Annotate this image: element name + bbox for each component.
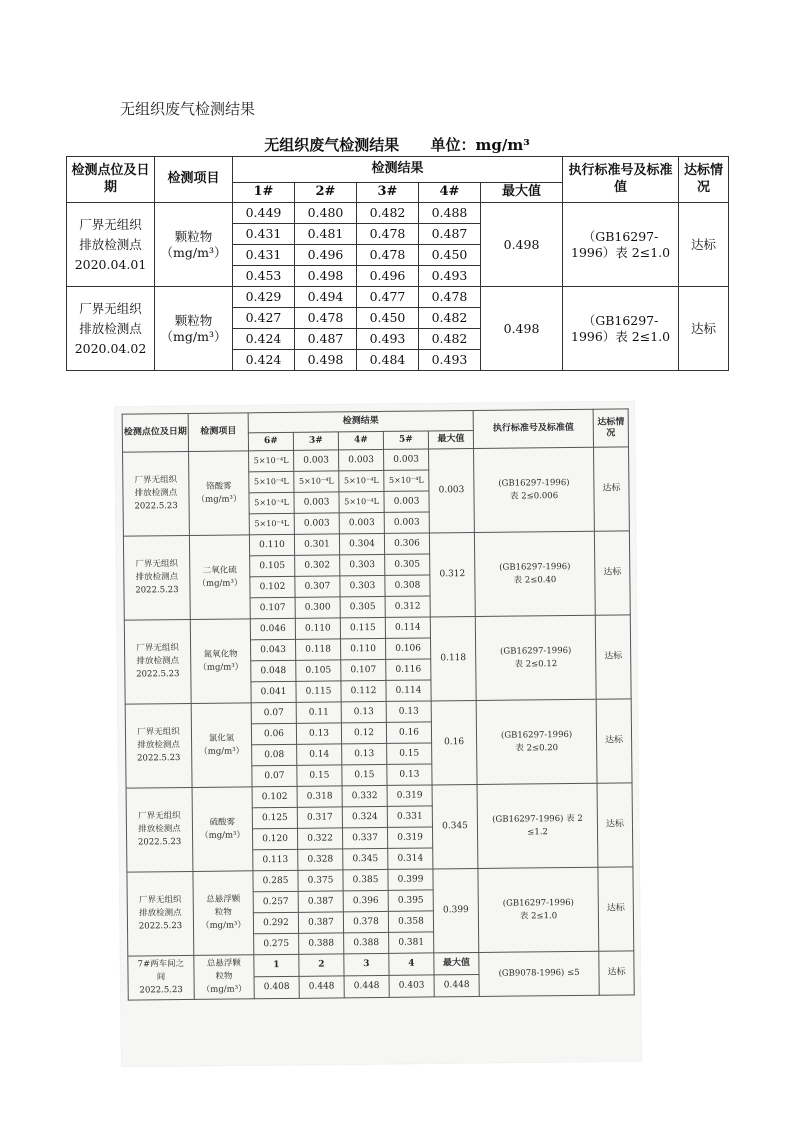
value-cell: 0.15 [387, 743, 432, 764]
value-cell: 0.478 [419, 287, 481, 308]
location-cell [123, 451, 190, 536]
location-line: 2022.5.23 [138, 920, 183, 932]
value-cell: 0.358 [388, 911, 433, 932]
header-point: 2# [295, 183, 357, 203]
value-cell: 0.120 [252, 828, 297, 849]
standard-cell [477, 783, 598, 868]
location-cell [67, 287, 155, 371]
item-line: （mg/m³） [199, 745, 245, 757]
max-cell: 0.498 [481, 287, 563, 371]
location-line: 2020.04.01 [74, 256, 147, 272]
value-cell: 0.08 [252, 744, 297, 765]
table-row [67, 203, 729, 224]
value-cell: 0.13 [296, 723, 341, 744]
table-row [125, 699, 631, 725]
location-line: 2022.5.23 [134, 500, 178, 512]
header-max: 最大值 [428, 430, 473, 448]
results-table-2020 [66, 156, 729, 371]
value-cell: 0.102 [252, 786, 297, 807]
standard-line: （GB16297- [582, 228, 659, 244]
value-cell: 0.118 [296, 639, 341, 660]
table-row [126, 783, 632, 809]
header-location: 检测点位及日期 [122, 413, 188, 452]
value-cell: 0.125 [252, 807, 297, 828]
table-caption-title: 无组织废气检测结果 [264, 136, 400, 154]
value-cell: 0.450 [419, 245, 481, 266]
header-results: 检测结果 [248, 410, 473, 432]
header-location: 检测点位及日期 [67, 157, 155, 203]
location-line: 2022.5.23 [136, 668, 180, 680]
location-line: 2022.5.23 [139, 984, 183, 996]
location-line: 厂界无组织 [136, 643, 179, 654]
standard-line: 表 2≤0.12 [514, 658, 558, 670]
location-line: 排放检测点 [79, 236, 142, 252]
location-line: 间 [156, 972, 166, 983]
value-cell: 5×10⁻⁴L [249, 513, 294, 534]
standard-line: (GB16297-1996) [502, 897, 575, 909]
value-cell: 0.385 [343, 869, 388, 890]
value-cell: 0.003 [339, 449, 384, 470]
status-cell: 达标 [595, 615, 631, 699]
value-cell: 0.046 [250, 618, 295, 639]
value-cell: 0.481 [295, 224, 357, 245]
item-line: 铬酸雾 [206, 481, 232, 492]
value-cell: 0.478 [357, 245, 419, 266]
value-cell: 0.498 [295, 350, 357, 371]
value-cell: 0.003 [294, 513, 339, 534]
location-line: 排放检测点 [136, 656, 180, 667]
value-cell: 5×10⁻⁴L [249, 471, 294, 492]
header-status: 达标情况 [593, 409, 628, 447]
table-row [124, 615, 630, 641]
header-point: 3# [357, 183, 419, 203]
header-max: 最大值 [481, 183, 563, 203]
value-cell: 0.105 [250, 555, 295, 576]
value-cell: 0.16 [386, 722, 431, 743]
value-cell: 0.478 [295, 308, 357, 329]
value-cell: 0.07 [251, 702, 296, 723]
item-cell [193, 871, 254, 956]
value-cell: 0.381 [389, 932, 434, 953]
max-cell: 0.448 [434, 974, 479, 996]
value-cell: 0.13 [342, 743, 387, 764]
standard-line: (GB16297-1996) [498, 477, 570, 489]
value-cell: 0.484 [357, 350, 419, 371]
value-cell: 0.11 [296, 702, 341, 723]
value-cell: 0.308 [385, 575, 430, 596]
value-cell: 0.13 [386, 701, 431, 722]
location-cell [125, 703, 192, 788]
value-cell: 0.345 [343, 848, 388, 869]
value-cell: 0.304 [339, 533, 384, 554]
value-cell: 5×10⁻⁴L [339, 470, 384, 491]
value-cell: 0.114 [386, 680, 431, 701]
table-row [123, 447, 629, 473]
header-point: 2 [299, 954, 344, 976]
header-point: 4# [419, 183, 481, 203]
value-cell: 0.331 [387, 806, 432, 827]
location-line: 排放检测点 [137, 740, 180, 751]
value-cell: 5×10⁻⁴L [249, 492, 294, 513]
value-cell: 0.003 [294, 450, 339, 471]
max-cell: 0.399 [433, 868, 479, 952]
item-line: 硫酸雾 [209, 817, 236, 828]
status-cell: 达标 [597, 783, 633, 867]
value-cell: 0.114 [385, 617, 430, 638]
location-line: 2022.5.23 [137, 836, 182, 848]
value-cell: 0.12 [341, 722, 386, 743]
value-cell: 0.003 [384, 449, 429, 470]
standard-cell [563, 203, 679, 287]
value-cell: 5×10⁻⁴L [294, 471, 339, 492]
value-cell: 0.399 [388, 869, 433, 890]
value-cell: 0.387 [298, 912, 343, 933]
table-row [123, 531, 629, 557]
standard-cell [478, 867, 599, 952]
value-cell: 0.431 [233, 224, 295, 245]
max-cell: 0.118 [430, 616, 476, 700]
value-cell: 0.15 [297, 765, 342, 786]
value-cell: 0.493 [419, 350, 481, 371]
value-cell: 0.453 [233, 266, 295, 287]
location-cell [67, 203, 155, 287]
value-cell: 0.110 [341, 638, 386, 659]
item-line: （mg/m³） [201, 920, 246, 931]
item-cell [192, 787, 253, 872]
value-cell: 5×10⁻⁴L [384, 470, 429, 491]
location-cell [128, 955, 194, 1000]
item-line: （mg/m³） [160, 244, 227, 260]
value-cell: 0.378 [343, 911, 388, 932]
table-caption [66, 134, 728, 155]
standard-line: 表 2≤0.006 [509, 490, 559, 502]
value-cell: 0.106 [385, 638, 430, 659]
location-line: 2022.5.23 [135, 584, 179, 596]
location-line: 排放检测点 [135, 572, 179, 583]
item-line: （mg/m³） [160, 328, 227, 344]
value-cell: 0.496 [295, 245, 357, 266]
value-cell: 0.395 [388, 890, 433, 911]
value-cell: 0.448 [299, 976, 344, 998]
header-standard: 执行标准号及标准值 [563, 157, 679, 203]
value-cell: 0.306 [384, 533, 429, 554]
standard-line: (GB16297-1996) 表 2 [492, 813, 583, 825]
value-cell: 0.112 [341, 680, 386, 701]
value-cell: 0.388 [344, 932, 389, 953]
value-cell: 0.003 [339, 512, 384, 533]
location-line: 厂界无组织 [138, 811, 181, 822]
location-cell [127, 871, 194, 956]
value-cell: 0.498 [295, 266, 357, 287]
value-cell: 0.487 [295, 329, 357, 350]
value-cell: 0.110 [295, 618, 340, 639]
value-cell: 0.322 [297, 828, 342, 849]
header-results: 检测结果 [233, 157, 563, 183]
status-cell: 达标 [679, 203, 729, 287]
value-cell: 0.314 [388, 848, 433, 869]
value-cell: 0.102 [250, 576, 295, 597]
value-cell: 0.105 [296, 660, 341, 681]
item-line: 二氧化硫 [202, 565, 237, 576]
table-body [123, 447, 635, 1000]
value-cell: 0.13 [387, 764, 432, 785]
value-cell: 0.303 [340, 554, 385, 575]
value-cell: 0.450 [357, 308, 419, 329]
value-cell: 0.388 [299, 933, 344, 954]
header-point: 6# [248, 432, 293, 450]
max-cell: 0.16 [431, 700, 477, 784]
value-cell: 0.107 [341, 659, 386, 680]
value-cell: 0.257 [253, 891, 298, 912]
value-cell: 0.107 [250, 597, 295, 618]
status-cell: 达标 [594, 447, 630, 531]
status-cell: 达标 [598, 867, 634, 951]
table-body [67, 203, 729, 371]
value-cell: 0.003 [384, 491, 429, 512]
value-cell: 0.482 [357, 203, 419, 224]
location-cell [126, 787, 193, 872]
standard-line: 表 2≤0.20 [515, 742, 559, 754]
value-cell: 0.305 [340, 596, 385, 617]
item-line: 氯化氢 [208, 733, 235, 744]
standard-cell [476, 699, 597, 784]
location-line: 排放检测点 [138, 824, 181, 835]
item-line: 总悬浮颗 [206, 958, 241, 970]
location-line: 7#两车间之 [137, 959, 185, 970]
value-cell: 0.115 [340, 617, 385, 638]
header-status: 达标情况 [679, 157, 729, 203]
value-cell: 0.403 [389, 975, 434, 997]
header-point: 4 [389, 953, 434, 975]
location-line: 厂界无组织 [138, 895, 182, 906]
location-line: 排放检测点 [134, 488, 178, 499]
item-cell [155, 203, 233, 287]
header-point: 3# [293, 432, 338, 450]
table-caption-unit: 单位：mg/m³ [430, 136, 530, 154]
value-cell: 0.317 [297, 807, 342, 828]
value-cell: 0.478 [357, 224, 419, 245]
value-cell: 0.07 [252, 765, 297, 786]
header-item: 检测项目 [155, 157, 233, 203]
location-line: 排放检测点 [139, 908, 182, 919]
max-cell: 0.345 [432, 784, 478, 868]
value-cell: 0.003 [384, 512, 429, 533]
value-cell: 0.110 [249, 534, 294, 555]
value-cell: 0.332 [342, 785, 387, 806]
item-cell [155, 287, 233, 371]
value-cell: 0.292 [253, 912, 298, 933]
item-line: 粒物 [214, 907, 232, 918]
value-cell: 0.302 [295, 555, 340, 576]
value-cell: 0.307 [295, 576, 340, 597]
value-cell: 0.318 [297, 786, 342, 807]
value-cell: 0.427 [233, 308, 295, 329]
value-cell: 0.048 [251, 660, 296, 681]
value-cell: 0.480 [295, 203, 357, 224]
value-cell: 0.043 [251, 639, 296, 660]
value-cell: 0.424 [233, 329, 295, 350]
value-cell: 0.303 [340, 575, 385, 596]
header-point: 4# [338, 431, 383, 449]
item-line: （mg/m³） [196, 493, 242, 505]
value-cell: 0.449 [233, 203, 295, 224]
value-cell: 0.496 [357, 266, 419, 287]
standard-line: 1996）表 2≤1.0 [571, 244, 671, 260]
standard-line: (GB16297-1996) [500, 729, 573, 741]
value-cell: 0.003 [294, 492, 339, 513]
value-cell: 0.13 [341, 701, 386, 722]
value-cell: 0.431 [233, 245, 295, 266]
value-cell: 0.482 [419, 308, 481, 329]
standard-line: （GB16297- [582, 312, 659, 328]
value-cell: 0.15 [342, 764, 387, 785]
value-cell: 0.493 [419, 266, 481, 287]
value-cell: 0.487 [419, 224, 481, 245]
standard-line: 表 2≤1.0 [519, 910, 558, 922]
standard-line: ≤1.2 [527, 826, 548, 837]
item-cell [189, 451, 250, 536]
value-cell: 0.337 [342, 827, 387, 848]
item-line: （mg/m³） [201, 984, 247, 995]
standard-cell [475, 615, 596, 700]
location-line: 厂界无组织 [135, 559, 179, 570]
status-cell: 达标 [594, 531, 630, 615]
location-line: 排放检测点 [79, 320, 142, 336]
value-cell: 0.328 [298, 849, 343, 870]
item-line: 粒物 [215, 971, 233, 982]
location-line: 厂界无组织 [79, 216, 142, 232]
value-cell: 0.324 [342, 806, 387, 827]
status-cell: 达标 [679, 287, 729, 371]
value-cell: 0.396 [343, 890, 388, 911]
header-max: 最大值 [434, 952, 479, 974]
standard-line: 表 2≤0.40 [513, 574, 557, 586]
value-cell: 0.301 [294, 534, 339, 555]
table-row [127, 867, 633, 893]
value-cell: 0.312 [385, 596, 430, 617]
value-cell: 0.116 [386, 659, 431, 680]
section-heading: 无组织废气检测结果 [120, 100, 256, 118]
location-line: 2020.04.02 [74, 340, 147, 356]
value-cell: 0.494 [295, 287, 357, 308]
location-line: 2022.5.23 [137, 752, 181, 764]
location-line: 厂界无组织 [137, 727, 180, 738]
item-cell [191, 703, 252, 788]
value-cell: 0.319 [387, 785, 432, 806]
value-cell: 0.275 [254, 933, 299, 954]
item-cell [190, 619, 251, 704]
value-cell: 0.319 [387, 827, 432, 848]
scanned-table-image [115, 401, 642, 1066]
table-row [67, 287, 729, 308]
item-line: 颗粒物 [174, 312, 213, 328]
value-cell: 0.482 [419, 329, 481, 350]
value-cell: 0.429 [233, 287, 295, 308]
value-cell: 0.305 [385, 554, 430, 575]
header-point: 5# [383, 431, 428, 449]
max-cell: 0.003 [429, 448, 475, 532]
item-line: 氮氧化物 [203, 649, 238, 660]
item-line: （mg/m³） [200, 829, 246, 841]
item-line: 颗粒物 [174, 228, 213, 244]
value-cell: 0.300 [295, 597, 340, 618]
item-line: （mg/m³） [197, 577, 243, 589]
value-cell: 0.448 [344, 975, 389, 997]
header-point: 1 [254, 954, 299, 976]
value-cell: 0.113 [253, 849, 298, 870]
header-point: 3 [344, 953, 389, 975]
value-cell: 0.488 [419, 203, 481, 224]
value-cell: 0.477 [357, 287, 419, 308]
item-cell [194, 955, 254, 1000]
item-line: （mg/m³） [198, 661, 244, 673]
standard-cell [474, 447, 595, 532]
standard-line: 1996）表 2≤1.0 [571, 328, 671, 344]
value-cell: 0.408 [254, 976, 299, 998]
value-cell: 0.115 [296, 681, 341, 702]
location-line: 厂界无组织 [79, 300, 142, 316]
location-cell [123, 535, 190, 620]
location-line: 厂界无组织 [134, 475, 178, 486]
table-row [128, 951, 634, 978]
value-cell: 0.375 [298, 870, 343, 891]
header-item: 检测项目 [188, 413, 248, 452]
item-cell [189, 535, 250, 620]
header-standard: 执行标准号及标准值 [473, 409, 593, 448]
header-point: 1# [233, 183, 295, 203]
location-cell [124, 619, 191, 704]
results-table-2022 [122, 408, 635, 1000]
status-cell: 达标 [596, 699, 632, 783]
standard-line: (GB16297-1996) [500, 645, 572, 657]
value-cell: 5×10⁻⁴L [249, 450, 294, 471]
max-cell: 0.498 [481, 203, 563, 287]
value-cell: 0.387 [298, 891, 343, 912]
value-cell: 0.14 [297, 744, 342, 765]
value-cell: 0.493 [357, 329, 419, 350]
value-cell: 0.424 [233, 350, 295, 371]
value-cell: 0.285 [253, 870, 298, 891]
item-line: 总悬浮颗 [206, 894, 241, 906]
standard-line: (GB16297-1996) [499, 561, 571, 573]
value-cell: 5×10⁻⁴L [339, 491, 384, 512]
value-cell: 0.041 [251, 681, 296, 702]
status-cell: 达标 [599, 951, 634, 995]
value-cell: 0.06 [251, 723, 296, 744]
standard-cell [474, 531, 595, 616]
max-cell: 0.312 [429, 532, 475, 616]
standard-cell [563, 287, 679, 371]
standard-cell: (GB9078-1996) ≤5 [479, 951, 599, 996]
